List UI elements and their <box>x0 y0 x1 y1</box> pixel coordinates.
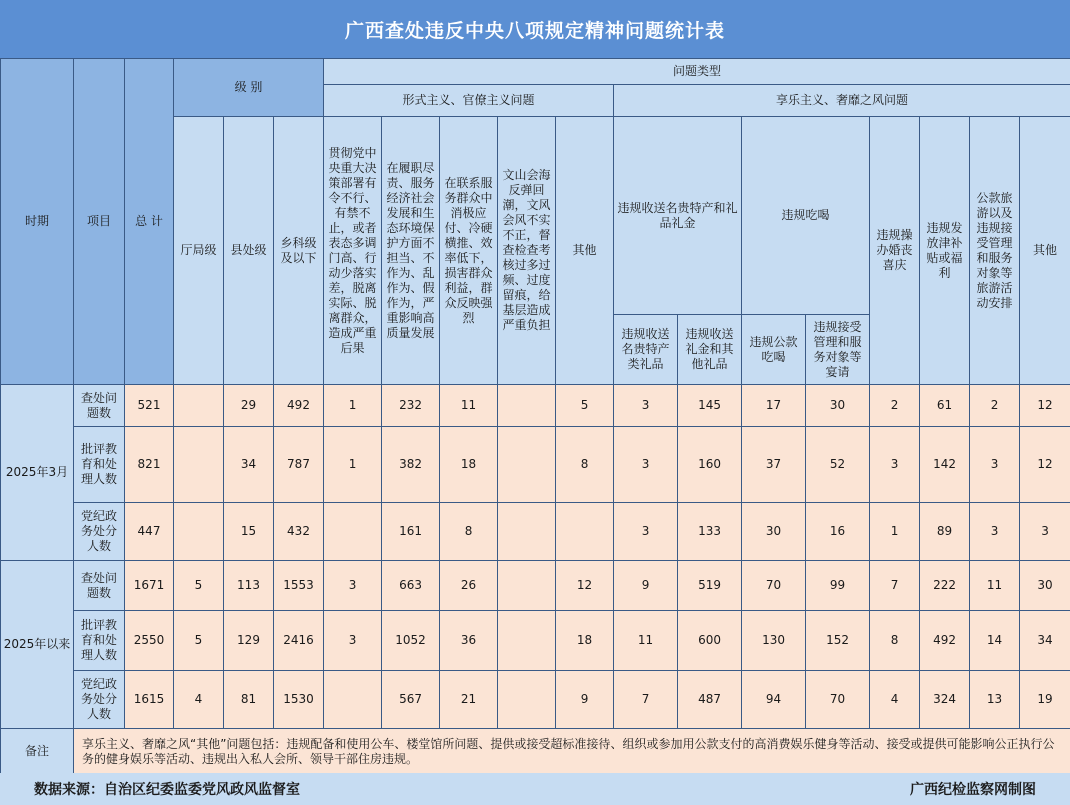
header-level: 级 别 <box>174 59 324 117</box>
value-cell: 12 <box>1020 427 1070 503</box>
value-cell: 1 <box>324 427 382 503</box>
value-cell: 3 <box>614 427 678 503</box>
value-cell: 70 <box>806 671 870 729</box>
value-cell: 324 <box>920 671 970 729</box>
value-cell: 142 <box>920 427 970 503</box>
value-cell: 30 <box>1020 561 1070 611</box>
value-cell: 521 <box>125 385 174 427</box>
value-cell: 2550 <box>125 611 174 671</box>
value-cell: 37 <box>742 427 806 503</box>
table-row <box>1 561 1070 611</box>
value-cell: 3 <box>324 561 382 611</box>
row-item-label: 批评教育和处理人数 <box>74 611 125 671</box>
value-cell: 8 <box>870 611 920 671</box>
value-cell: 492 <box>920 611 970 671</box>
table-row <box>1 427 1070 503</box>
header-formalism-other: 其他 <box>556 117 614 385</box>
value-cell: 52 <box>806 427 870 503</box>
header-eat: 违规吃喝 <box>742 117 870 315</box>
header-item: 项目 <box>74 59 125 385</box>
value-cell: 8 <box>556 427 614 503</box>
value-cell: 30 <box>742 503 806 561</box>
header-period: 时期 <box>1 59 74 385</box>
value-cell: 94 <box>742 671 806 729</box>
value-cell: 133 <box>678 503 742 561</box>
value-cell: 3 <box>870 427 920 503</box>
value-cell <box>324 503 382 561</box>
note-label: 备注 <box>1 729 74 775</box>
value-cell: 821 <box>125 427 174 503</box>
page-title: 广西查处违反中央八项规定精神问题统计表 <box>0 0 1070 58</box>
value-cell: 1671 <box>125 561 174 611</box>
value-cell: 19 <box>1020 671 1070 729</box>
value-cell: 99 <box>806 561 870 611</box>
value-cell: 113 <box>224 561 274 611</box>
period-label: 2025年以来 <box>1 561 74 729</box>
value-cell: 3 <box>614 385 678 427</box>
value-cell <box>498 561 556 611</box>
value-cell: 2 <box>970 385 1020 427</box>
value-cell: 18 <box>556 611 614 671</box>
value-cell: 3 <box>324 611 382 671</box>
value-cell: 600 <box>678 611 742 671</box>
value-cell: 382 <box>382 427 440 503</box>
value-cell <box>174 503 224 561</box>
value-cell: 4 <box>174 671 224 729</box>
value-cell: 1530 <box>274 671 324 729</box>
header-gift-a: 违规收送名贵特产类礼品 <box>614 315 678 385</box>
value-cell: 130 <box>742 611 806 671</box>
row-item-label: 党纪政务处分人数 <box>74 671 125 729</box>
value-cell: 1 <box>324 385 382 427</box>
value-cell: 36 <box>440 611 498 671</box>
value-cell: 1052 <box>382 611 440 671</box>
value-cell: 3 <box>970 427 1020 503</box>
footer <box>0 773 1070 805</box>
value-cell: 12 <box>1020 385 1070 427</box>
row-item-label: 查处问题数 <box>74 561 125 611</box>
header-formalism-3: 在联系服务群众中消极应付、冷硬横推、效率低下，损害群众利益，群众反映强烈 <box>440 117 498 385</box>
value-cell: 11 <box>614 611 678 671</box>
value-cell <box>498 503 556 561</box>
value-cell: 1 <box>870 503 920 561</box>
header-formalism-1: 贯彻党中央重大决策部署有令不行、有禁不止，或者表态多调门高、行动少落实差，脱离实际、脱离群众，造成严重后果 <box>324 117 382 385</box>
value-cell: 145 <box>678 385 742 427</box>
value-cell: 3 <box>970 503 1020 561</box>
table-body <box>1 385 1070 729</box>
value-cell: 5 <box>556 385 614 427</box>
period-label: 2025年3月 <box>1 385 74 561</box>
value-cell: 4 <box>870 671 920 729</box>
value-cell: 9 <box>614 561 678 611</box>
header-formalism: 形式主义、官僚主义问题 <box>324 85 614 117</box>
value-cell: 11 <box>970 561 1020 611</box>
value-cell: 160 <box>678 427 742 503</box>
value-cell <box>174 427 224 503</box>
value-cell: 70 <box>742 561 806 611</box>
header-eat-b: 违规接受管理和服务对象等宴请 <box>806 315 870 385</box>
header-level-xiang: 乡科级及以下 <box>274 117 324 385</box>
header-subsidy: 违规发放津补贴或福利 <box>920 117 970 385</box>
value-cell: 447 <box>125 503 174 561</box>
value-cell: 29 <box>224 385 274 427</box>
value-cell: 2416 <box>274 611 324 671</box>
value-cell <box>498 671 556 729</box>
value-cell: 81 <box>224 671 274 729</box>
value-cell: 18 <box>440 427 498 503</box>
value-cell <box>174 385 224 427</box>
table-row <box>1 671 1070 729</box>
table-row <box>1 611 1070 671</box>
value-cell: 9 <box>556 671 614 729</box>
value-cell: 5 <box>174 561 224 611</box>
value-cell: 5 <box>174 611 224 671</box>
value-cell <box>324 671 382 729</box>
value-cell: 17 <box>742 385 806 427</box>
row-item-label: 批评教育和处理人数 <box>74 427 125 503</box>
header-formalism-4: 文山会海反弹回潮，文风会风不实不正，督查检查考核过多过频、过度留痕，给基层造成严重负担 <box>498 117 556 385</box>
row-item-label: 查处问题数 <box>74 385 125 427</box>
value-cell: 567 <box>382 671 440 729</box>
value-cell: 61 <box>920 385 970 427</box>
footer-source: 数据来源：自治区纪委监委党风政风监督室 <box>34 782 300 798</box>
value-cell: 3 <box>1020 503 1070 561</box>
value-cell: 492 <box>274 385 324 427</box>
value-cell: 232 <box>382 385 440 427</box>
header-travel: 公款旅游以及违规接受管理和服务对象等旅游活动安排 <box>970 117 1020 385</box>
header-level-ting: 厅局级 <box>174 117 224 385</box>
footer-credit: 广西纪检监察网制图 <box>910 782 1036 798</box>
value-cell: 15 <box>224 503 274 561</box>
value-cell: 129 <box>224 611 274 671</box>
header-hedonism-other: 其他 <box>1020 117 1070 385</box>
value-cell <box>498 427 556 503</box>
value-cell: 26 <box>440 561 498 611</box>
value-cell <box>556 503 614 561</box>
value-cell: 21 <box>440 671 498 729</box>
header-wedding: 违规操办婚丧喜庆 <box>870 117 920 385</box>
header-gift-b: 违规收送礼金和其他礼品 <box>678 315 742 385</box>
statistics-table <box>0 58 1070 775</box>
value-cell: 34 <box>1020 611 1070 671</box>
value-cell: 161 <box>382 503 440 561</box>
row-item-label: 党纪政务处分人数 <box>74 503 125 561</box>
value-cell: 16 <box>806 503 870 561</box>
value-cell: 787 <box>274 427 324 503</box>
header-gift: 违规收送名贵特产和礼品礼金 <box>614 117 742 315</box>
header-formalism-2: 在履职尽责、服务经济社会发展和生态环境保护方面不担当、不作为、乱作为、假作为，严重影响高质量发展 <box>382 117 440 385</box>
header-level-xian: 县处级 <box>224 117 274 385</box>
value-cell: 222 <box>920 561 970 611</box>
header-eat-a: 违规公款吃喝 <box>742 315 806 385</box>
value-cell: 519 <box>678 561 742 611</box>
note-text: 享乐主义、奢靡之风“其他”问题包括：违规配备和使用公车、楼堂馆所问题、提供或接受超标准接待、组织或参加用公款支付的高消费娱乐健身等活动、接受或提供可能影响公正执行公务的健身娱乐等活动、违规出入私人会所、领导干部住房违规。 <box>74 729 1070 775</box>
value-cell: 487 <box>678 671 742 729</box>
value-cell: 14 <box>970 611 1020 671</box>
table-row <box>1 503 1070 561</box>
value-cell: 11 <box>440 385 498 427</box>
header-total: 总 计 <box>125 59 174 385</box>
value-cell: 2 <box>870 385 920 427</box>
table-row <box>1 385 1070 427</box>
value-cell <box>498 611 556 671</box>
value-cell: 432 <box>274 503 324 561</box>
value-cell: 1553 <box>274 561 324 611</box>
value-cell: 12 <box>556 561 614 611</box>
value-cell: 34 <box>224 427 274 503</box>
header-problem-type: 问题类型 <box>324 59 1070 85</box>
value-cell: 3 <box>614 503 678 561</box>
value-cell: 152 <box>806 611 870 671</box>
value-cell: 30 <box>806 385 870 427</box>
value-cell: 8 <box>440 503 498 561</box>
value-cell: 89 <box>920 503 970 561</box>
value-cell: 1615 <box>125 671 174 729</box>
header-hedonism: 享乐主义、奢靡之风问题 <box>614 85 1070 117</box>
value-cell: 663 <box>382 561 440 611</box>
value-cell: 7 <box>614 671 678 729</box>
value-cell: 7 <box>870 561 920 611</box>
value-cell: 13 <box>970 671 1020 729</box>
value-cell <box>498 385 556 427</box>
